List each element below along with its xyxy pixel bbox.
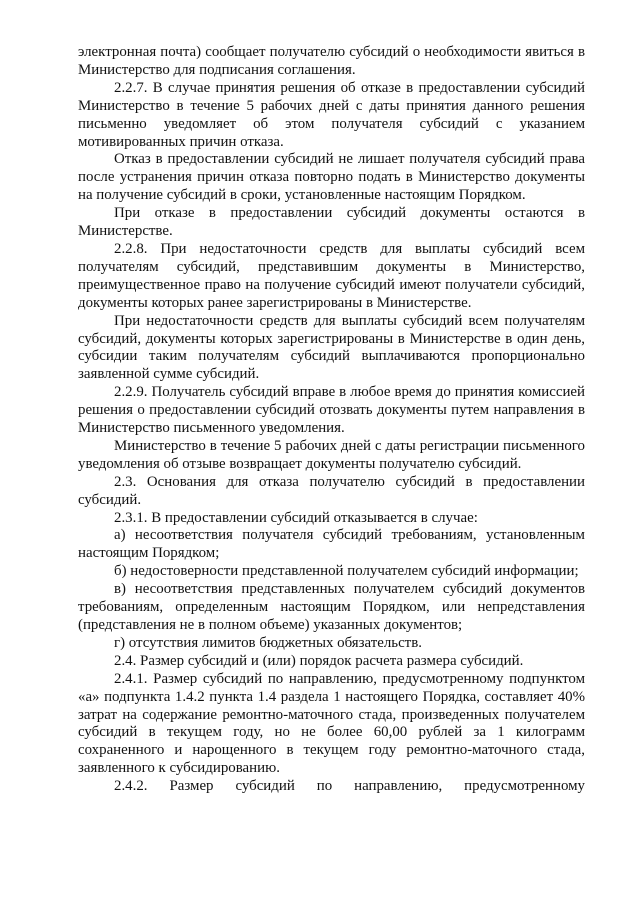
paragraph-2-4-2: 2.4.2. Размер субсидий по направлению, предусмотренному (114, 778, 585, 795)
paragraph-2-4-1: 2.4.1. Размер субсидий по направлению, предусмотренному подпунктом «а» подпункта 1.4.2 пункта 1.4 раздела 1 настоящего Порядка, составляет 40% затрат на содержание ремонтно-маточного стада, произведенных получателем субсидий в текущем году, но не более 60,00 рублей за 1 килограмм сохраненного и нарощенного в текущем году ремонтно-маточного стада, заявленного к субсидированию. (78, 670, 585, 777)
paragraph-refusal-rights: Отказ в предоставлении субсидий не лишает получателя субсидий права после устранения причин отказа повторно подать в Министерство документы на получение субсидий в сроки, установленные настоящим Порядком. (78, 151, 585, 204)
list-item-v: в) несоответствия представленных получателем субсидий документов требованиям, определенным настоящим Порядком, или непредставления (представления не в полном объеме) указанных документов; (78, 581, 585, 633)
paragraph-2-2-9: 2.2.9. Получатель субсидий вправе в любое время до принятия комиссией решения о предоставлении субсидий отозвать документы путем направления в Министерство письменного уведомления. (78, 384, 585, 437)
paragraph-2-3-1: 2.3.1. В предоставлении субсидий отказывается в случае: (114, 509, 478, 526)
paragraph-2-3: 2.3. Основания для отказа получателю субсидий в предоставлении субсидий. (78, 473, 585, 508)
paragraph-insufficient-funds: При недостаточности средств для выплаты субсидий всем получателям субсидий, документы которых зарегистрированы в Министерстве в один день, субсидии таким получателям субсидий выплачиваются пропорционально заявленной сумме субсидий. (78, 312, 585, 383)
paragraph-continuation: электронная почта) сообщает получателю субсидий о необходимости явиться в Министерство для подписания соглашения. (78, 44, 585, 78)
list-item-g: г) отсутствия лимитов бюджетных обязательств. (114, 634, 422, 651)
document-page (78, 44, 585, 796)
paragraph-ministry-return: Министерство в течение 5 рабочих дней с даты регистрации письменного уведомления об отзыве возвращает документы получателю субсидий. (78, 437, 585, 472)
paragraph-2-2-7: 2.2.7. В случае принятия решения об отказе в предоставлении субсидий Министерство в течение 5 рабочих дней с даты принятия данного решения письменно уведомляет об этом получателя субсидий с указанием мотивированных причин отказа. (78, 79, 585, 150)
list-item-a: а) несоответствия получателя субсидий требованиям, установленным настоящим Порядком; (78, 527, 585, 562)
paragraph-documents-remain: При отказе в предоставлении субсидий документы остаются в Министерстве. (78, 205, 585, 240)
paragraph-2-2-8: 2.2.8. При недостаточности средств для выплаты субсидий всем получателям субсидий, представившим документы в Министерство, преимущественное право на получение субсидий имеют получатели субсидий, документы которых ранее зарегистрированы в Министерстве. (78, 240, 585, 311)
paragraph-2-4: 2.4. Размер субсидий и (или) порядок расчета размера субсидий. (114, 652, 524, 669)
list-item-b: б) недостоверности представленной получателем субсидий информации; (114, 563, 579, 580)
